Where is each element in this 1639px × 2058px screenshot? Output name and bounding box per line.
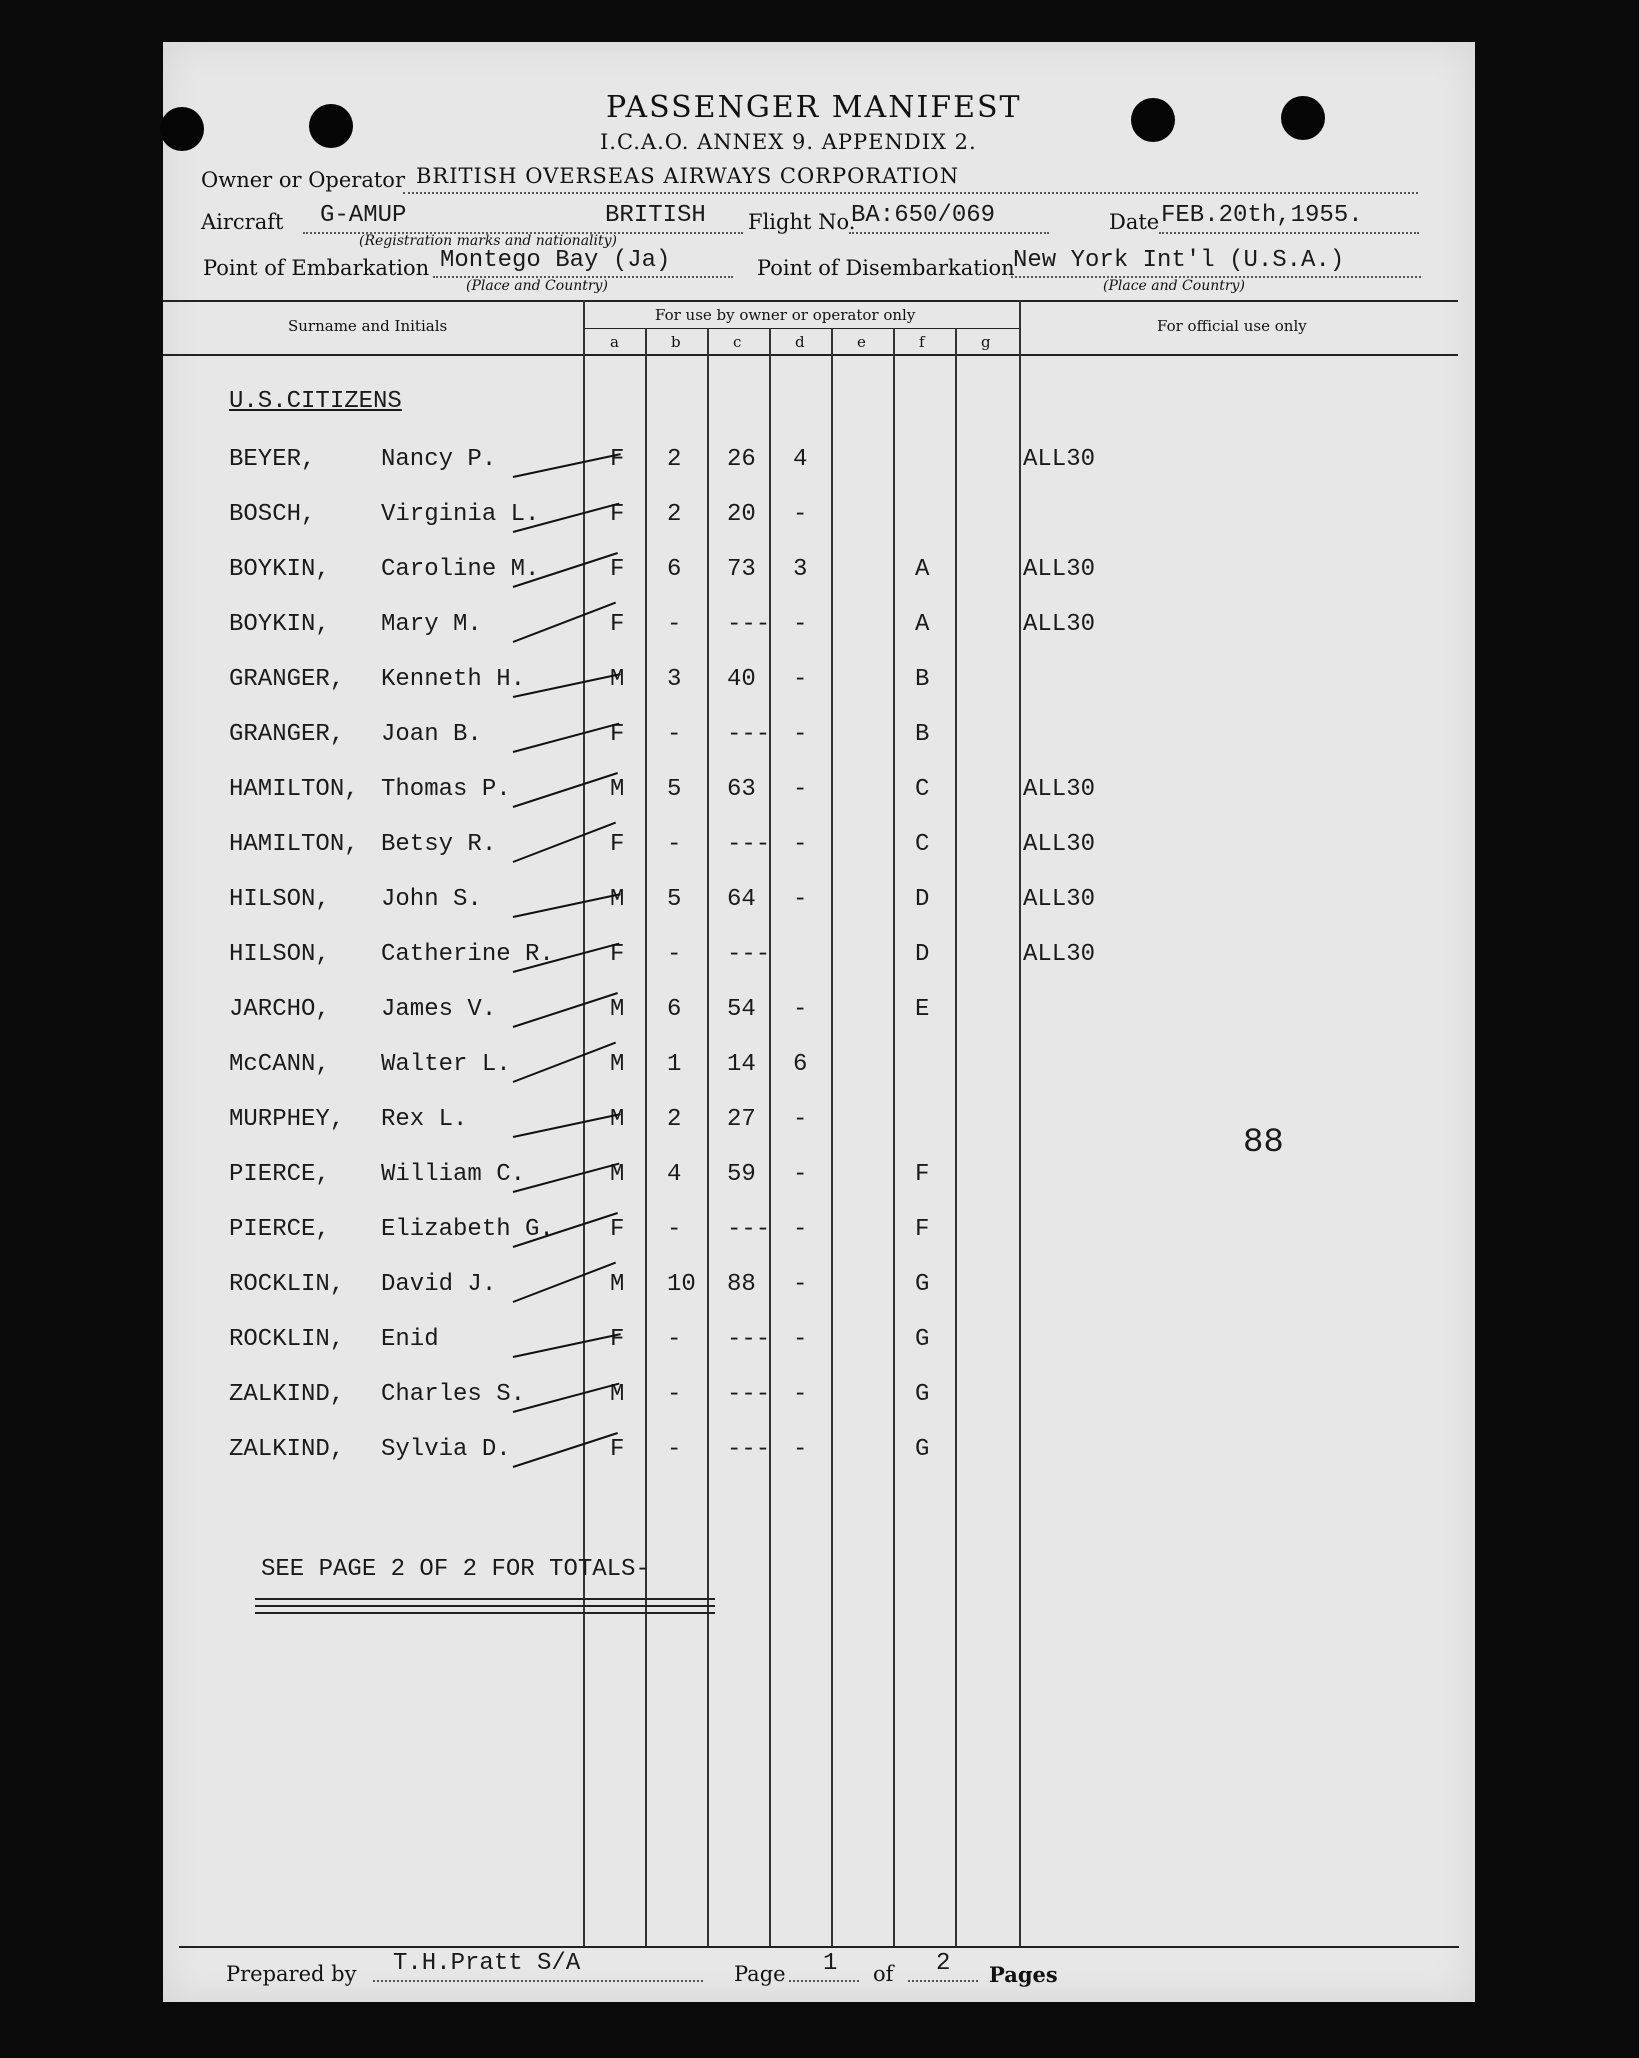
page-dotline xyxy=(789,1980,859,1982)
cell-c: 14 xyxy=(727,1051,756,1078)
cell-f: G xyxy=(915,1436,930,1463)
check-mark xyxy=(513,822,616,863)
cell-b: 1 xyxy=(667,1051,682,1078)
check-mark xyxy=(513,1163,620,1193)
cell-d: 6 xyxy=(793,1051,808,1078)
cell-c: 54 xyxy=(727,996,756,1023)
check-mark xyxy=(513,893,621,918)
cell-official: ALL30 xyxy=(1023,831,1096,858)
cell-d: - xyxy=(793,1436,808,1463)
totals-note: SEE PAGE 2 OF 2 FOR TOTALS- xyxy=(261,1556,650,1583)
passenger-given-name: Virginia L. xyxy=(381,501,540,528)
cell-f: G xyxy=(915,1381,930,1408)
cell-d: - xyxy=(793,1106,808,1133)
flight-label: Flight No. xyxy=(748,210,856,234)
cell-b: 2 xyxy=(667,446,682,473)
table-top-rule xyxy=(163,300,1458,302)
column-header-name: Surname and Initials xyxy=(288,317,448,335)
cell-d: - xyxy=(793,611,808,638)
embarkation-label: Point of Embarkation xyxy=(203,256,430,280)
punch-hole xyxy=(160,107,204,151)
totals-double-rule xyxy=(255,1598,715,1600)
cell-c: 88 xyxy=(727,1271,756,1298)
cell-f: F xyxy=(915,1216,930,1243)
cell-a: M xyxy=(610,776,625,803)
totals-double-rule xyxy=(255,1612,715,1614)
check-mark xyxy=(513,1333,621,1358)
passenger-surname: ROCKLIN, xyxy=(229,1271,345,1298)
passenger-given-name: Kenneth H. xyxy=(381,666,526,693)
cell-b: 6 xyxy=(667,556,682,583)
cell-b: 2 xyxy=(667,1106,682,1133)
flight-dotline xyxy=(849,232,1049,234)
passenger-surname: MURPHEY, xyxy=(229,1106,345,1133)
cell-a: M xyxy=(610,666,625,693)
cell-a: F xyxy=(610,611,625,638)
cell-b: - xyxy=(667,941,682,968)
cell-a: M xyxy=(610,1381,625,1408)
cell-c: --- xyxy=(727,611,771,638)
passenger-surname: ROCKLIN, xyxy=(229,1326,345,1353)
table-row xyxy=(163,611,1475,651)
cell-f: G xyxy=(915,1271,930,1298)
passenger-surname: HAMILTON, xyxy=(229,831,359,858)
punch-hole xyxy=(1131,98,1175,142)
cell-f: A xyxy=(915,611,930,638)
table-row xyxy=(163,831,1475,871)
cell-f: C xyxy=(915,831,930,858)
date-value: FEB.20th,1955. xyxy=(1161,202,1363,229)
table-row xyxy=(163,556,1475,596)
cell-a: F xyxy=(610,941,625,968)
cell-c: --- xyxy=(727,941,771,968)
prepared-dotline xyxy=(373,1980,703,1982)
date-dotline xyxy=(1159,232,1419,234)
cell-b: - xyxy=(667,1216,682,1243)
cell-f: E xyxy=(915,996,930,1023)
date-label: Date xyxy=(1109,210,1160,234)
passenger-given-name: David J. xyxy=(381,1271,497,1298)
cell-a: F xyxy=(610,501,625,528)
cell-c: 26 xyxy=(727,446,756,473)
cell-c: 73 xyxy=(727,556,756,583)
passenger-given-name: William C. xyxy=(381,1161,526,1188)
passenger-given-name: Caroline M. xyxy=(381,556,540,583)
cell-b: - xyxy=(667,1436,682,1463)
check-mark xyxy=(513,723,620,753)
flight-value: BA:650/069 xyxy=(851,202,996,229)
passenger-surname: BOSCH, xyxy=(229,501,316,528)
passenger-surname: PIERCE, xyxy=(229,1161,330,1188)
column-letter-f: f xyxy=(919,333,925,351)
cell-d: - xyxy=(793,721,808,748)
passenger-given-name: Sylvia D. xyxy=(381,1436,511,1463)
page-number: 1 xyxy=(823,1950,838,1977)
passenger-surname: HILSON, xyxy=(229,886,330,913)
cell-b: 5 xyxy=(667,886,682,913)
cell-c: 27 xyxy=(727,1106,756,1133)
passenger-surname: ZALKIND, xyxy=(229,1381,345,1408)
cell-f: D xyxy=(915,886,930,913)
cell-official: ALL30 xyxy=(1023,941,1096,968)
cell-c: --- xyxy=(727,1381,771,1408)
cell-a: M xyxy=(610,886,625,913)
cell-b: 3 xyxy=(667,666,682,693)
check-mark xyxy=(513,1262,616,1303)
disembarkation-note: (Place and Country) xyxy=(1103,278,1245,294)
cell-d: - xyxy=(793,996,808,1023)
cell-d: 3 xyxy=(793,556,808,583)
cell-c: 63 xyxy=(727,776,756,803)
of-label: of xyxy=(873,1962,894,1986)
cell-b: - xyxy=(667,721,682,748)
cell-c: --- xyxy=(727,721,771,748)
cell-a: F xyxy=(610,721,625,748)
section-title: U.S.CITIZENS xyxy=(229,388,402,415)
passenger-surname: HAMILTON, xyxy=(229,776,359,803)
passenger-given-name: Charles S. xyxy=(381,1381,526,1408)
passenger-surname: GRANGER, xyxy=(229,666,345,693)
cell-a: F xyxy=(610,831,625,858)
passenger-surname: PIERCE, xyxy=(229,1216,330,1243)
owner-value: BRITISH OVERSEAS AIRWAYS CORPORATION xyxy=(416,164,960,188)
table-row xyxy=(163,501,1475,541)
table-row xyxy=(163,1381,1475,1421)
cell-d: - xyxy=(793,666,808,693)
cell-c: --- xyxy=(727,1326,771,1353)
passenger-given-name: Elizabeth G. xyxy=(381,1216,554,1243)
prepared-by-label: Prepared by xyxy=(226,1962,357,1986)
passenger-given-name: Walter L. xyxy=(381,1051,511,1078)
cell-c: --- xyxy=(727,1436,771,1463)
cell-d: - xyxy=(793,1381,808,1408)
prepared-by-value: T.H.Pratt S/A xyxy=(393,1950,581,1977)
check-mark xyxy=(513,772,618,808)
registration-note: (Registration marks and nationality) xyxy=(359,233,617,249)
table-row xyxy=(163,776,1475,816)
passenger-surname: HILSON, xyxy=(229,941,330,968)
embarkation-value: Montego Bay (Ja) xyxy=(440,247,671,274)
column-header-operator: For use by owner or operator only xyxy=(655,306,916,324)
cell-official: ALL30 xyxy=(1023,611,1096,638)
cell-c: --- xyxy=(727,1216,771,1243)
cell-f: C xyxy=(915,776,930,803)
punch-hole xyxy=(1281,96,1325,140)
owner-label: Owner or Operator xyxy=(201,168,405,192)
cell-b: 10 xyxy=(667,1271,696,1298)
header-bottom-rule xyxy=(163,354,1458,356)
cell-c: 64 xyxy=(727,886,756,913)
cell-c: 59 xyxy=(727,1161,756,1188)
cell-d: - xyxy=(793,501,808,528)
page-label: Page xyxy=(734,1962,786,1986)
table-row xyxy=(163,1216,1475,1256)
disembarkation-value: New York Int'l (U.S.A.) xyxy=(1013,247,1345,274)
passenger-given-name: Joan B. xyxy=(381,721,482,748)
column-letter-e: e xyxy=(857,333,866,351)
check-mark xyxy=(513,1042,616,1083)
cell-b: - xyxy=(667,611,682,638)
punch-hole xyxy=(309,104,353,148)
aircraft-value: G-AMUP xyxy=(320,202,407,229)
cell-d: - xyxy=(793,1161,808,1188)
cell-f: F xyxy=(915,1161,930,1188)
manifest-page xyxy=(163,42,1475,2002)
table-row xyxy=(163,941,1475,981)
table-row xyxy=(163,996,1475,1036)
passenger-given-name: John S. xyxy=(381,886,482,913)
table-row xyxy=(163,666,1475,706)
cell-b: 6 xyxy=(667,996,682,1023)
cell-b: - xyxy=(667,1326,682,1353)
aircraft-nationality: BRITISH xyxy=(605,202,706,229)
cell-f: G xyxy=(915,1326,930,1353)
disembarkation-label: Point of Disembarkation xyxy=(757,256,1015,280)
passenger-surname: BOYKIN, xyxy=(229,611,330,638)
check-mark xyxy=(513,453,621,478)
passenger-surname: JARCHO, xyxy=(229,996,330,1023)
cell-f: D xyxy=(915,941,930,968)
cell-official: ALL30 xyxy=(1023,776,1096,803)
column-letter-c: c xyxy=(733,333,742,351)
table-row xyxy=(163,1051,1475,1091)
cell-a: F xyxy=(610,556,625,583)
column-letter-b: b xyxy=(671,333,681,351)
cell-d: - xyxy=(793,1326,808,1353)
table-row xyxy=(163,1271,1475,1311)
cell-f: A xyxy=(915,556,930,583)
passenger-given-name: Catherine R. xyxy=(381,941,554,968)
cell-b: - xyxy=(667,1381,682,1408)
cell-a: F xyxy=(610,1326,625,1353)
passenger-given-name: Betsy R. xyxy=(381,831,497,858)
table-row xyxy=(163,446,1475,486)
cell-a: F xyxy=(610,1436,625,1463)
cell-b: 5 xyxy=(667,776,682,803)
passenger-surname: BOYKIN, xyxy=(229,556,330,583)
of-dotline xyxy=(908,1980,978,1982)
passenger-given-name: Thomas P. xyxy=(381,776,511,803)
cell-f: B xyxy=(915,666,930,693)
check-mark xyxy=(513,1432,618,1468)
check-mark xyxy=(513,1383,620,1413)
cell-official: ALL30 xyxy=(1023,886,1096,913)
passenger-surname: ZALKIND, xyxy=(229,1436,345,1463)
cell-a: M xyxy=(610,1271,625,1298)
cell-a: F xyxy=(610,1216,625,1243)
cell-official: ALL30 xyxy=(1023,446,1096,473)
official-number: 88 xyxy=(1243,1124,1284,1162)
table-row xyxy=(163,1161,1475,1201)
document-title: PASSENGER MANIFEST xyxy=(606,90,1022,125)
column-header-official: For official use only xyxy=(1157,317,1307,335)
aircraft-label: Aircraft xyxy=(201,210,284,234)
pages-label: Pages xyxy=(989,1962,1058,1987)
column-letter-a: a xyxy=(610,333,619,351)
cell-a: F xyxy=(610,446,625,473)
passenger-surname: McCANN, xyxy=(229,1051,330,1078)
passenger-given-name: Nancy P. xyxy=(381,446,497,473)
cell-d: - xyxy=(793,831,808,858)
cell-c: --- xyxy=(727,831,771,858)
passenger-given-name: Enid xyxy=(381,1326,439,1353)
cell-d: - xyxy=(793,776,808,803)
cell-b: - xyxy=(667,831,682,858)
check-mark xyxy=(513,673,621,698)
cell-c: 40 xyxy=(727,666,756,693)
cell-d: - xyxy=(793,1216,808,1243)
cell-c: 20 xyxy=(727,501,756,528)
totals-double-rule xyxy=(255,1605,715,1607)
passenger-given-name: Rex L. xyxy=(381,1106,468,1133)
owner-dotline xyxy=(403,192,1418,194)
table-row xyxy=(163,1326,1475,1366)
column-letter-d: d xyxy=(795,333,805,351)
cell-a: M xyxy=(610,1051,625,1078)
cell-b: 4 xyxy=(667,1161,682,1188)
check-mark xyxy=(513,992,618,1028)
footer-rule xyxy=(179,1946,1459,1948)
passenger-surname: BEYER, xyxy=(229,446,316,473)
document-subtitle: I.C.A.O. ANNEX 9. APPENDIX 2. xyxy=(600,130,977,154)
cell-a: M xyxy=(610,1106,625,1133)
cell-d: - xyxy=(793,886,808,913)
table-row xyxy=(163,1436,1475,1476)
cell-d: - xyxy=(793,1271,808,1298)
cell-a: M xyxy=(610,1161,625,1188)
table-row xyxy=(163,886,1475,926)
cell-b: 2 xyxy=(667,501,682,528)
check-mark xyxy=(513,602,616,643)
cell-official: ALL30 xyxy=(1023,556,1096,583)
column-letter-g: g xyxy=(981,333,991,351)
passenger-surname: GRANGER, xyxy=(229,721,345,748)
embarkation-note: (Place and Country) xyxy=(466,278,608,294)
cell-d: 4 xyxy=(793,446,808,473)
table-row xyxy=(163,721,1475,761)
total-pages: 2 xyxy=(936,1950,951,1977)
passenger-given-name: James V. xyxy=(381,996,497,1023)
cell-f: B xyxy=(915,721,930,748)
check-mark xyxy=(513,1113,621,1138)
cell-a: M xyxy=(610,996,625,1023)
passenger-given-name: Mary M. xyxy=(381,611,482,638)
